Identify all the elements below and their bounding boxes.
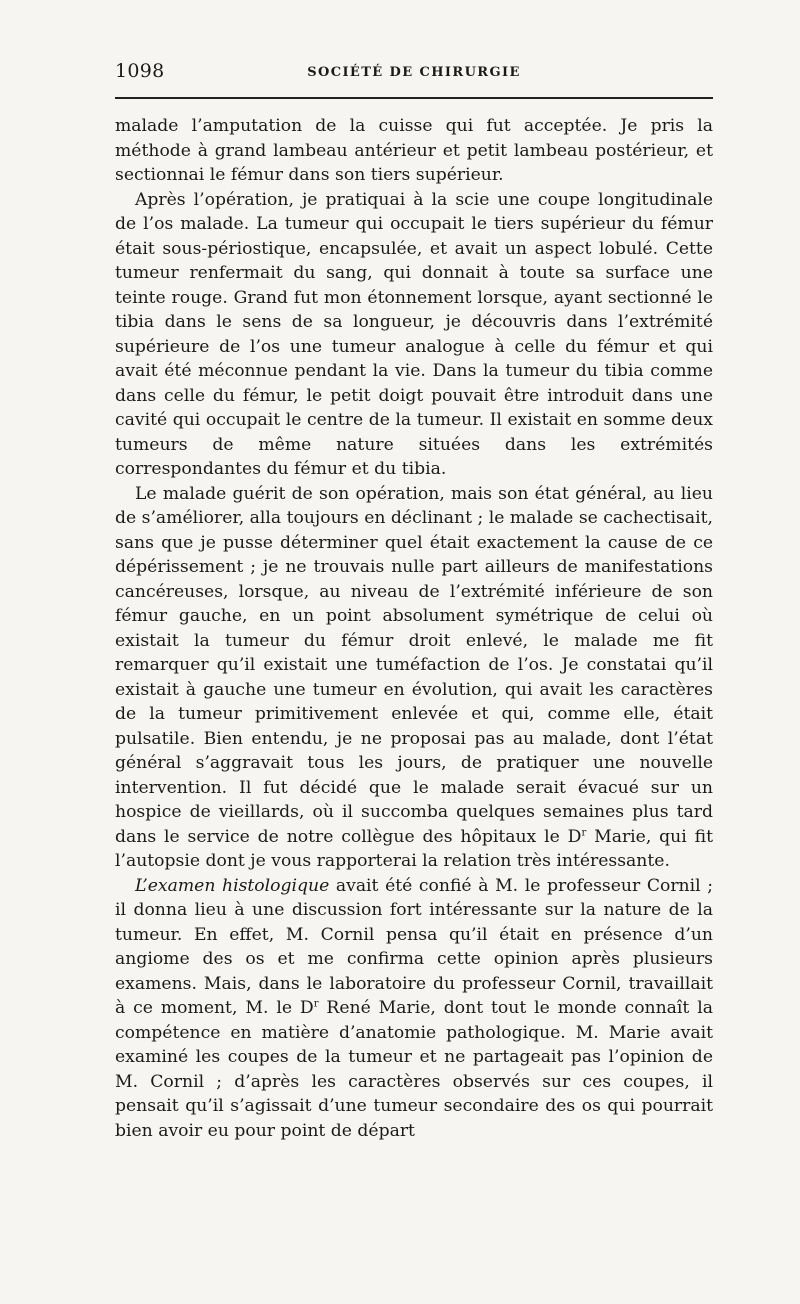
paragraph-3	[115, 482, 713, 874]
header-rule	[115, 97, 713, 99]
doctor-superscript: r	[581, 826, 587, 838]
paragraph-4-text-b: René Marie, dont tout le monde connaît la compétence en matière d’anatomie pathologique. M. Marie avait examiné les coupes de la tumeur et ne partageait pas l’opinion de M. Cornil ; d’après les caractères observés sur ces coupes, il pensait qu’il s’agissait d’une tumeur secondaire des os qui pourrait bien avoir eu pour point de départ	[115, 998, 713, 1141]
paragraph-3-text-a: Le malade guérit de son opération, mais son état général, au lieu de s’améliorer, alla toujours en déclinant ; le malade se cachectisait, sans que je pusse déterminer quel était exactement la cause de ce dépérissement ; je ne trouvais nulle part ailleurs de manifestations cancéreuses, lorsque, au niveau de l’extrémité inférieure de son fémur gauche, en un point absolument symétrique de celui où existait la tumeur du fémur droit enlevé, le malade me fit remarquer qu’il existait une tuméfaction de l’os. Je constatai qu’il existait à gauche une tumeur en évolution, qui avait les caractères de la tumeur primitivement enlevée et qui, comme elle, était pulsatile. Bien entendu, je ne proposai pas au malade, dont l’état général s’aggravait tous les jours, de pratiquer une nouvelle intervention. Il fut décidé que le malade serait évacué sur un hospice de vieillards, où il succomba quelques semaines plus tard dans le service de notre collègue des hôpitaux le D	[115, 483, 713, 847]
paragraph-1: malade l’amputation de la cuisse qui fut acceptée. Je pris la méthode à grand lambeau antérieur et petit lambeau postérieur, et sectionnai le fémur dans son tiers supérieur.	[115, 116, 713, 185]
doctor-superscript-2: r	[313, 998, 319, 1010]
paragraph-4-text-a: avait été confié à M. le professeur Cornil ; il donna lieu à une discussion fort intéressante sur la nature de la tumeur. En effet, M. Cornil pensa qu’il était en présence d’un angiome des os et me confirma cette opinion après plusieurs examens. Mais, dans le laboratoire du professeur Cornil, travaillait à ce moment, M. le D	[115, 875, 713, 1018]
paragraph-2: Après l’opération, je pratiquai à la scie une coupe longitudinale de l’os malade. La tumeur qui occupait le tiers supérieur du fémur était sous-périostique, encapsulée, et avait un aspect lobulé. Cette tumeur renfermait du sang, qui donnait à toute sa surface une teinte rouge. Grand fut mon étonnement lorsque, ayant sectionné le tibia dans le sens de sa longueur, je découvris dans l’extrémité supérieure de l’os une tumeur analogue à celle du fémur et qui avait été méconnue pendant la vie. Dans la tumeur du tibia comme dans celle du fémur, le petit doigt pouvait être introduit dans une cavité qui occupait le centre de la tumeur. Il existait en somme deux tumeurs de même nature situées dans les extrémités correspondantes du fémur et du tibia.	[115, 189, 713, 479]
body-text	[115, 114, 713, 1143]
paragraph-4	[115, 874, 713, 1144]
section-emphasis: L’examen histologique	[135, 875, 330, 896]
page-header	[115, 60, 713, 90]
running-title: SOCIÉTÉ DE CHIRURGIE	[307, 65, 521, 80]
paragraph-3-text-b: Marie, qui fit l’autopsie dont je vous rapporterai la relation très intéressante.	[115, 826, 713, 871]
page-number: 1098	[115, 60, 165, 82]
